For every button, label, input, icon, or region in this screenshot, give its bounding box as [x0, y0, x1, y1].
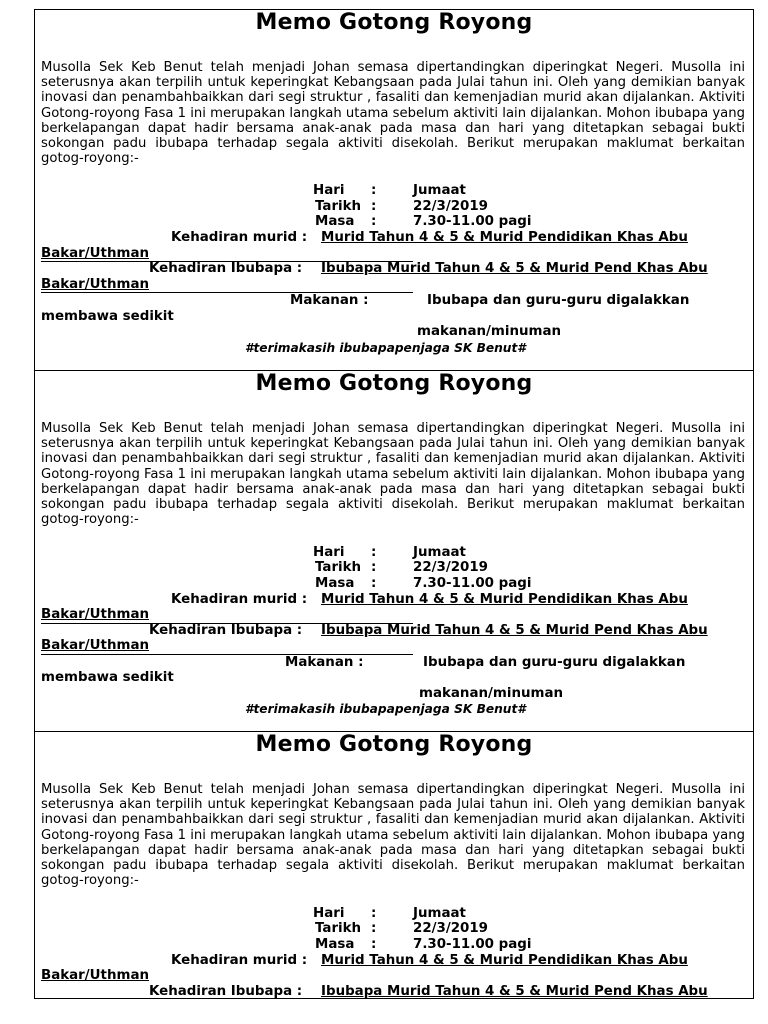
memo-paragraph: Musolla Sek Keb Benut telah menjadi Johan semasa dipertandingkan diperingkat Negeri. Musolla ini seterusnya akan terpilih untuk keperingkat Kebangsaan pada Julai tahun ini. Oleh yang demikian banyak inovasi dan penambahbaikkan dari segi struktur , fasaliti dan kemenjadian murid akan dijalankan. Aktiviti Gotong-royong Fasa 1 ini merupakan langkah utama sebelum aktiviti lain dijalankan. Mohon ibubapa yang berkelapangan dapat hadir bersama anak-anak pada masa dan hari yang ditetapkan sebagai bukti sokongan padu ibubapa terhadap segala aktiviti disekolah. Berikut merupakan maklumat berkaitan gotog-royong:- — [41, 421, 745, 528]
masa-colon: : — [371, 214, 377, 229]
kehadiran-ibubapa-value: Ibubapa Murid Tahun 4 & 5 & Murid Pend Khas Abu — [321, 984, 708, 999]
kehadiran-murid-label: Kehadiran murid : — [171, 230, 308, 245]
memo-3 — [34, 731, 754, 999]
masa-colon: : — [371, 937, 377, 952]
tarikh-colon: : — [371, 560, 377, 575]
makanan-value: Ibubapa dan guru-guru digalakkan — [423, 655, 686, 670]
makanan-label: Makanan : — [290, 293, 369, 308]
hari-value: Jumaat — [413, 183, 466, 198]
footer-thanks: #terimakasih ibubapapenjaga SK Benut# — [245, 341, 526, 355]
kehadiran-ibubapa-label: Kehadiran Ibubapa : — [149, 623, 303, 638]
hari-value: Jumaat — [413, 545, 466, 560]
memo-title: Memo Gotong Royong — [255, 371, 533, 396]
hari-colon: : — [371, 906, 377, 921]
kehadiran-murid-value: Murid Tahun 4 & 5 & Murid Pendidikan Khas Abu — [321, 592, 688, 607]
tarikh-value: 22/3/2019 — [413, 921, 489, 936]
kehadiran-ibubapa-cont: Bakar/Uthman — [41, 277, 150, 292]
masa-value: 7.30-11.00 pagi — [413, 937, 532, 952]
masa-label: Masa — [315, 576, 355, 591]
kehadiran-murid-value: Murid Tahun 4 & 5 & Murid Pendidikan Khas Abu — [321, 230, 688, 245]
masa-value: 7.30-11.00 pagi — [413, 214, 532, 229]
makanan-value: Ibubapa dan guru-guru digalakkan — [427, 293, 690, 308]
masa-label: Masa — [315, 214, 355, 229]
hari-label: Hari — [313, 906, 345, 921]
makanan-cont: membawa sedikit — [41, 670, 174, 685]
tarikh-value: 22/3/2019 — [413, 560, 489, 575]
hari-label: Hari — [313, 545, 345, 560]
tarikh-colon: : — [371, 199, 377, 214]
makanan-cont2: makanan/minuman — [419, 686, 564, 701]
hari-colon: : — [371, 545, 377, 560]
makanan-label: Makanan : — [285, 655, 364, 670]
tarikh-colon: : — [371, 921, 377, 936]
memo-2 — [34, 370, 754, 731]
tarikh-label: Tarikh — [315, 921, 362, 936]
makanan-cont2: makanan/minuman — [417, 324, 562, 339]
masa-label: Masa — [315, 937, 355, 952]
hari-colon: : — [371, 183, 377, 198]
kehadiran-ibubapa-value: Ibubapa Murid Tahun 4 & 5 & Murid Pend Khas Abu — [321, 623, 708, 638]
kehadiran-ibubapa-value: Ibubapa Murid Tahun 4 & 5 & Murid Pend Khas Abu — [321, 261, 708, 276]
memo-paragraph: Musolla Sek Keb Benut telah menjadi Johan semasa dipertandingkan diperingkat Negeri. Musolla ini seterusnya akan terpilih untuk keperingkat Kebangsaan pada Julai tahun ini. Oleh yang demikian banyak inovasi dan penambahbaikkan dari segi struktur , fasaliti dan kemenjadian murid akan dijalankan. Aktiviti Gotong-royong Fasa 1 ini merupakan langkah utama sebelum aktiviti lain dijalankan. Mohon ibubapa yang berkelapangan dapat hadir bersama anak-anak pada masa dan hari yang ditetapkan sebagai bukti sokongan padu ibubapa terhadap segala aktiviti disekolah. Berikut merupakan maklumat berkaitan gotog-royong:- — [41, 782, 745, 889]
masa-value: 7.30-11.00 pagi — [413, 576, 532, 591]
kehadiran-murid-label: Kehadiran murid : — [171, 592, 308, 607]
kehadiran-murid-cont: Bakar/Uthman — [41, 968, 150, 983]
kehadiran-ibubapa-cont: Bakar/Uthman — [41, 638, 150, 653]
footer-thanks: #terimakasih ibubapapenjaga SK Benut# — [245, 702, 526, 716]
tarikh-value: 22/3/2019 — [413, 199, 489, 214]
hari-value: Jumaat — [413, 906, 466, 921]
kehadiran-murid-cont: Bakar/Uthman — [41, 607, 150, 622]
tarikh-label: Tarikh — [315, 199, 362, 214]
kehadiran-murid-cont: Bakar/Uthman — [41, 246, 150, 261]
memo-title: Memo Gotong Royong — [255, 10, 533, 35]
hari-label: Hari — [313, 183, 345, 198]
kehadiran-ibubapa-label: Kehadiran Ibubapa : — [149, 984, 303, 999]
makanan-cont: membawa sedikit — [41, 309, 174, 324]
kehadiran-murid-label: Kehadiran murid : — [171, 953, 308, 968]
memo-1 — [34, 9, 754, 370]
tarikh-label: Tarikh — [315, 560, 362, 575]
memo-paragraph: Musolla Sek Keb Benut telah menjadi Johan semasa dipertandingkan diperingkat Negeri. Musolla ini seterusnya akan terpilih untuk keperingkat Kebangsaan pada Julai tahun ini. Oleh yang demikian banyak inovasi dan penambahbaikkan dari segi struktur , fasaliti dan kemenjadian murid akan dijalankan. Aktiviti Gotong-royong Fasa 1 ini merupakan langkah utama sebelum aktiviti lain dijalankan. Mohon ibubapa yang berkelapangan dapat hadir bersama anak-anak pada masa dan hari yang ditetapkan sebagai bukti sokongan padu ibubapa terhadap segala aktiviti disekolah. Berikut merupakan maklumat berkaitan gotog-royong:- — [41, 60, 745, 167]
kehadiran-ibubapa-label: Kehadiran Ibubapa : — [149, 261, 303, 276]
kehadiran-murid-value: Murid Tahun 4 & 5 & Murid Pendidikan Khas Abu — [321, 953, 688, 968]
masa-colon: : — [371, 576, 377, 591]
memo-title: Memo Gotong Royong — [255, 732, 533, 757]
